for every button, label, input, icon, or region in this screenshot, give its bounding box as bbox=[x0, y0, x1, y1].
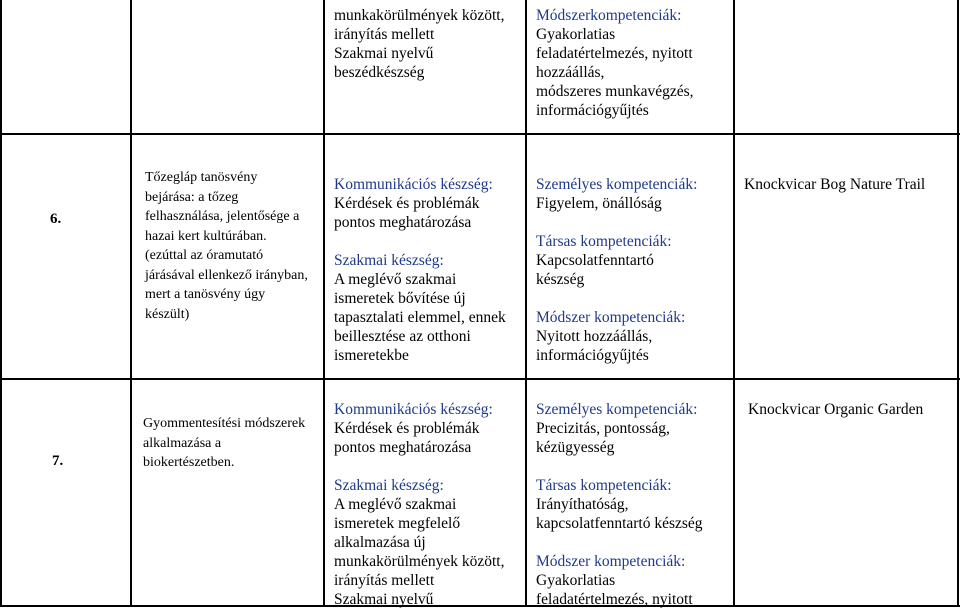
row7-topic-cell bbox=[143, 414, 305, 473]
row7-number: 7. bbox=[52, 453, 64, 469]
row-divider-2 bbox=[0, 378, 960, 380]
column-divider-1 bbox=[130, 0, 132, 607]
row6-topic-text: Tőzegláp tanösvény bejárása: a tőzeg felhasználása, jelentősége a hazai kert kultúrában. (ezúttal az óramutató járásával ellenkező irányban, mert a tanösvény úgy készült) bbox=[145, 170, 308, 322]
row7-prof-text: A meglévő szakmai ismeretek megfelelő alkalmazása új munkakörülmények között, irányítás mellett Szakmai nyelvű bbox=[334, 496, 505, 608]
row6-column4-cell bbox=[536, 175, 697, 365]
row0-column3-text: munkakörülmények között, irányítás mellett Szakmai nyelvű beszédkészség bbox=[334, 7, 505, 81]
row-divider-1 bbox=[0, 133, 960, 135]
row7-comm-text: Kérdések és problémák pontos meghatározása bbox=[334, 420, 480, 456]
row7-personal-heading: Személyes kompetenciák: bbox=[536, 401, 698, 418]
column-divider-2 bbox=[323, 0, 325, 607]
row7-prof-heading: Szakmai készség: bbox=[334, 477, 444, 494]
row7-location-text: Knockvicar Organic Garden bbox=[748, 401, 924, 418]
row6-personal-heading: Személyes kompetenciák: bbox=[536, 176, 698, 193]
row6-social-heading: Társas kompetenciák: bbox=[536, 233, 672, 250]
row7-method-text: Gyakorlatias feladatértelmezés, nyitott bbox=[536, 572, 693, 608]
table-border-left bbox=[0, 0, 2, 607]
row6-method-text: Nyitott hozzáállás, információgyűjtés bbox=[536, 328, 653, 364]
row6-comm-heading: Kommunikációs készség: bbox=[334, 176, 493, 193]
row6-location-cell bbox=[744, 175, 925, 194]
table-border-right bbox=[957, 0, 959, 607]
row6-prof-heading: Szakmai készség: bbox=[334, 252, 444, 269]
row6-number: 6. bbox=[50, 211, 62, 227]
row7-column3-cell bbox=[334, 400, 504, 609]
row7-social-heading: Társas kompetenciák: bbox=[536, 477, 672, 494]
row7-social-text: Irányíthatóság, kapcsolatfenntartó készség bbox=[536, 496, 703, 532]
row7-method-heading: Módszer kompetenciák: bbox=[536, 553, 686, 570]
row6-topic-cell bbox=[145, 168, 308, 324]
row0-column4-cell bbox=[536, 6, 694, 120]
row6-social-text: Kapcsolatfenntartó készség bbox=[536, 252, 654, 288]
row7-topic-text: Gyommentesítési módszerek alkalmazása a biokertészetben. bbox=[143, 416, 306, 470]
row6-column3-cell bbox=[334, 175, 506, 365]
column-divider-3 bbox=[525, 0, 527, 607]
row0-column4-text: Gyakorlatias feladatértelmezés, nyitott hozzáállás, módszeres munkavégzés, információgyűjtés bbox=[536, 26, 694, 119]
row7-location-cell bbox=[748, 400, 923, 419]
row6-method-heading: Módszer kompetenciák: bbox=[536, 309, 686, 326]
column-divider-4 bbox=[733, 0, 735, 607]
row6-location-text: Knockvicar Bog Nature Trail bbox=[744, 176, 926, 193]
row6-personal-text: Figyelem, önállóság bbox=[536, 195, 662, 212]
row6-comm-text: Kérdések és problémák pontos meghatározása bbox=[334, 195, 480, 231]
row0-column4-heading: Módszerkompetenciák: bbox=[536, 7, 682, 24]
row6-prof-text: A meglévő szakmai ismeretek bővítése új tapasztalati elemmel, ennek beillesztése az otthoni ismeretekbe bbox=[334, 271, 506, 364]
row7-column4-cell bbox=[536, 400, 703, 609]
row7-personal-text: Precizitás, pontosság, kézügyesség bbox=[536, 420, 670, 456]
row0-column3-cell bbox=[334, 6, 504, 82]
row7-comm-heading: Kommunikációs készség: bbox=[334, 401, 493, 418]
